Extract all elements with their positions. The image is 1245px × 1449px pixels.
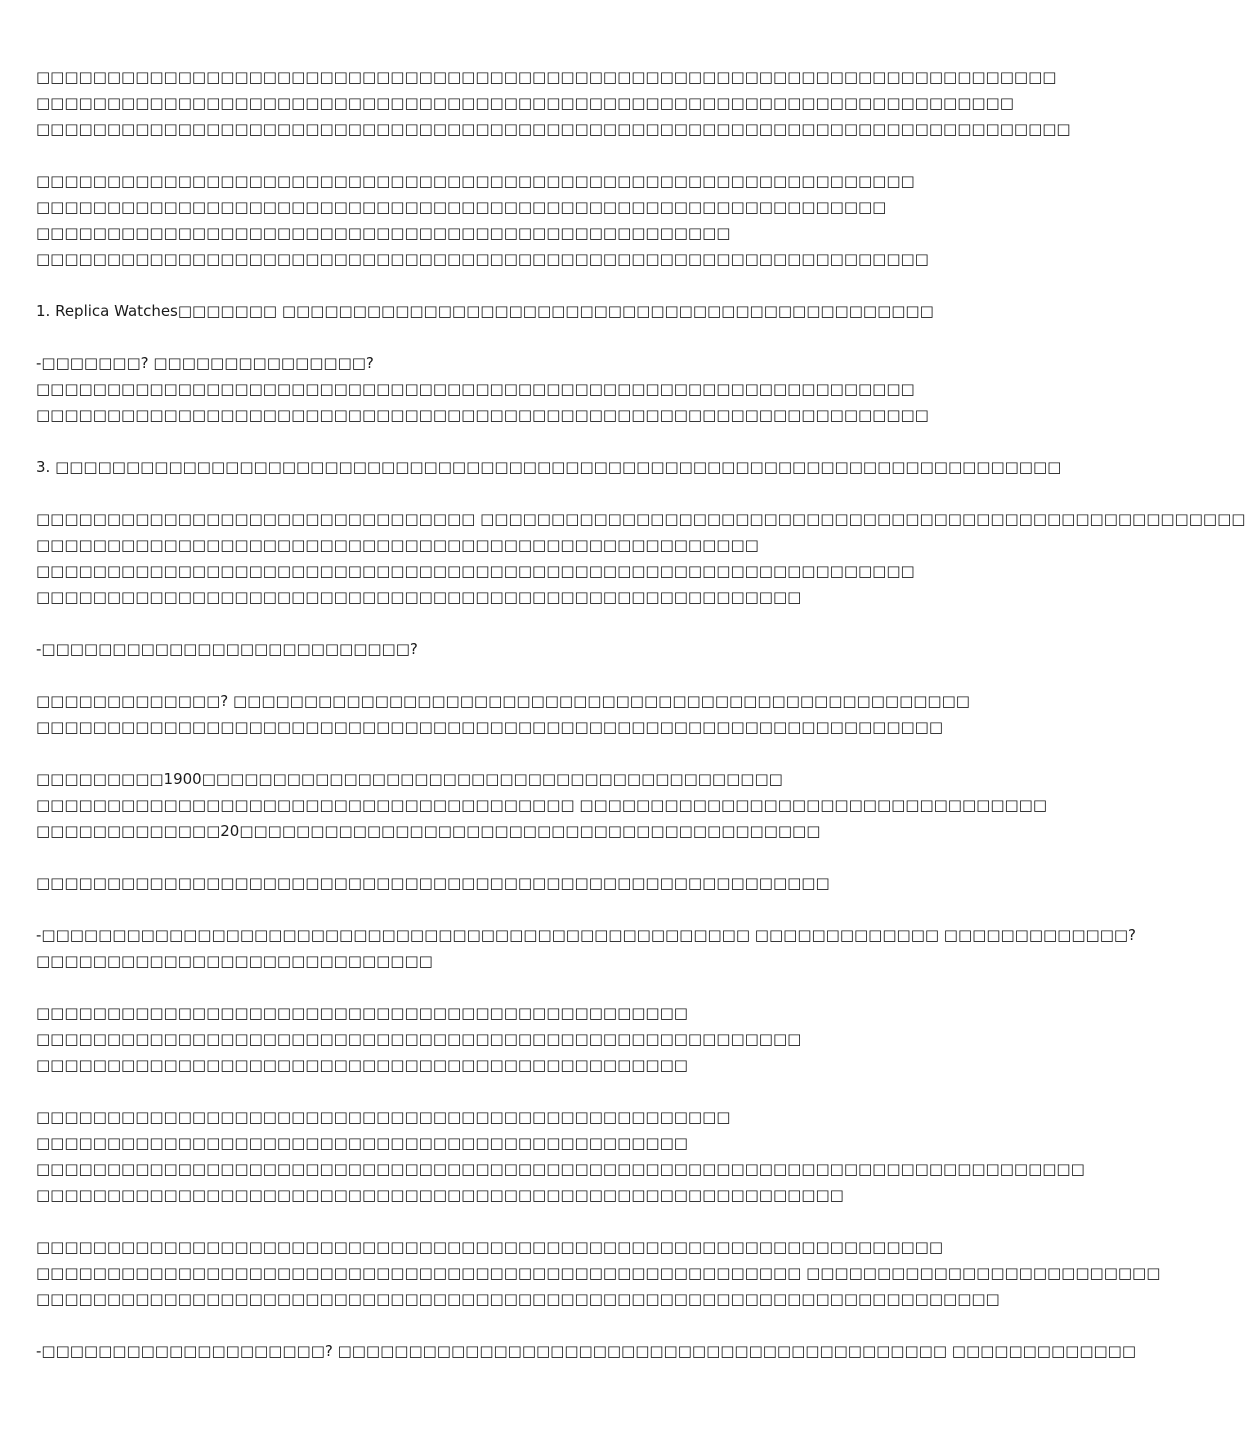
text-line: □□□□□□□□□□□□□□□□□□□□□□□□□□□□□□□□□□□□□□□□□□□□□□ <box>36 1134 688 1152</box>
text-line: □□□□□□□□□□□□□□□□□□□□□□□□□□□□□□□□□□□□□□ □□□□□□□□□□□□□□□□□□□□□□□□□□□□□□□□□ <box>36 796 1048 814</box>
text-line: □□□□□□□□□□□□□□□□□□□□□□□□□□□□□□□□□□□□□□□□□□□□□□□□□□□□□□□□□□□□□□□□□□□□□□□□ <box>36 68 1057 86</box>
text-line: -□□□□□□□□□□□□□□□□□□□□□□□□□□□□□□□□□□□□□□□□□□□□□□□□□□ □□□□□□□□□□□□□ □□□□□□□□□□□□□? <box>36 926 1137 944</box>
text-line: □□□□□□□□□□□□□□□□□□□□□□□□□□□□□□□□□□□□□□□□□□□□□□□□□□□ <box>36 536 759 554</box>
text-line: □□□□□□□□□□□□□□□□□□□□□□□□□□□□□□□□□□□□□□□□□□□□□□ <box>36 1004 688 1022</box>
text-line: 1. Replica Watches□□□□□□□ □□□□□□□□□□□□□□□□□□□□□□□□□□□□□□□□□□□□□□□□□□□□□□ <box>36 302 934 320</box>
text-line: □□□□□□□□□□□□□□□□□□□□□□□□□□□□□□□□□□□□□□□□□□□□□□□□□□□□□□□□□□□□□□□ <box>36 406 929 424</box>
text-line: □□□□□□□□□□□□□? □□□□□□□□□□□□□□□□□□□□□□□□□□□□□□□□□□□□□□□□□□□□□□□□□□□□ <box>36 692 970 710</box>
text-line: □□□□□□□□□□□□□□□□□□□□□□□□□□□□□□□□□□□□□□□□□□□□□□□□□□□□□□□□□□□□□□ <box>36 562 915 580</box>
text-line: □□□□□□□□□□□□□□□□□□□□□□□□□□□□□□□□□□□□□□□□□□□□□□□□□□□□□□□□□□□□□□□□□□□□□□□□□□ <box>36 1160 1085 1178</box>
text-line: □□□□□□□□□□□□□□□□□□□□□□□□□□□□□□□□□□□□□□□□□□□□□□□□□ <box>36 224 731 242</box>
text-line: □□□□□□□□□□□□□□□□□□□□□□□□□□□□□□□□□□□□□□□□□□□□□□□□□□□□□□□□□□□□□□□□ <box>36 718 944 736</box>
text-line: □□□□□□□□□□□□□20□□□□□□□□□□□□□□□□□□□□□□□□□□□□□□□□□□□□□□□□□ <box>36 822 821 840</box>
text-line: □□□□□□□□□□□□□□□□□□□□□□□□□□□□□□□ □□□□□□□□□□□□□□□□□□□□□□□□□□□□□□□□□□□□□□□□□□□□□□□□□□□□□□ <box>36 510 1245 528</box>
paragraph <box>36 64 1071 142</box>
paragraph <box>36 350 996 428</box>
paragraph <box>36 766 1048 844</box>
text-line: -□□□□□□□□□□□□□□□□□□□□□□□□□□? <box>36 640 418 658</box>
text-line: -□□□□□□□? □□□□□□□□□□□□□□□? <box>36 354 374 372</box>
paragraph <box>36 298 996 324</box>
text-line: □□□□□□□□□1900□□□□□□□□□□□□□□□□□□□□□□□□□□□□□□□□□□□□□□□□□ <box>36 770 783 788</box>
text-line: -□□□□□□□□□□□□□□□□□□□□? □□□□□□□□□□□□□□□□□□□□□□□□□□□□□□□□□□□□□□□□□□□ □□□□□□□□□□□□□ <box>36 1342 1137 1360</box>
text-line: 3. □□□□□□□□□□□□□□□□□□□□□□□□□□□□□□□□□□□□□□□□□□□□□□□□□□□□□□□□□□□□□□□□□□□□□□□ <box>36 458 1062 476</box>
text-line: □□□□□□□□□□□□□□□□□□□□□□□□□□□□□□□□□□□□□□□□□□□□□□□□□□□□□□ □□□□□□□□□□□□□□□□□□□□□□□□□ <box>36 1264 1161 1282</box>
text-line: □□□□□□□□□□□□□□□□□□□□□□□□□□□□□□□□□□□□□□□□□□□□□□□□□□□□□□□□□□□□□□ <box>36 380 915 398</box>
paragraph <box>36 1338 1137 1364</box>
text-line: □□□□□□□□□□□□□□□□□□□□□□□□□□□□ <box>36 952 433 970</box>
text-line: □□□□□□□□□□□□□□□□□□□□□□□□□□□□□□□□□□□□□□□□□□□□□□□□□□□□□□ <box>36 1030 802 1048</box>
text-line: □□□□□□□□□□□□□□□□□□□□□□□□□□□□□□□□□□□□□□□□□□□□□□□□□□□□□□□□□□□□□□ <box>36 172 915 190</box>
paragraph <box>36 636 996 662</box>
text-line: □□□□□□□□□□□□□□□□□□□□□□□□□□□□□□□□□□□□□□□□□□□□□□ <box>36 1056 688 1074</box>
text-line: □□□□□□□□□□□□□□□□□□□□□□□□□□□□□□□□□□□□□□□□□□□□□□□□□□□□□□□□□□□□□□□□ <box>36 1238 944 1256</box>
paragraph <box>36 1104 1085 1208</box>
document-page <box>36 64 1245 1390</box>
text-line: □□□□□□□□□□□□□□□□□□□□□□□□□□□□□□□□□□□□□□□□□□□□□□□□□□□□□□□□□□□□□□□ <box>36 250 929 268</box>
paragraph <box>36 1000 996 1078</box>
text-line: □□□□□□□□□□□□□□□□□□□□□□□□□□□□□□□□□□□□□□□□□□□□□□□□□□□□□□□□□□□□□□□□□□□□ <box>36 1290 1000 1308</box>
paragraph <box>36 168 996 272</box>
text-line: □□□□□□□□□□□□□□□□□□□□□□□□□□□□□□□□□□□□□□□□□□□□□□□□□□□□□□□□□ <box>36 1186 844 1204</box>
paragraph <box>36 1234 1161 1312</box>
paragraph <box>36 688 996 740</box>
text-line: □□□□□□□□□□□□□□□□□□□□□□□□□□□□□□□□□□□□□□□□□□□□□□□□□□□□□□□□ <box>36 874 830 892</box>
text-line: □□□□□□□□□□□□□□□□□□□□□□□□□□□□□□□□□□□□□□□□□□□□□□□□□□□□□□ <box>36 588 802 606</box>
text-line: □□□□□□□□□□□□□□□□□□□□□□□□□□□□□□□□□□□□□□□□□□□□□□□□□□□□□□□□□□□□□□□□□□□□□ <box>36 94 1014 112</box>
text-line: □□□□□□□□□□□□□□□□□□□□□□□□□□□□□□□□□□□□□□□□□□□□□□□□□□□□□□□□□□□□ <box>36 198 887 216</box>
text-line: □□□□□□□□□□□□□□□□□□□□□□□□□□□□□□□□□□□□□□□□□□□□□□□□□□□□□□□□□□□□□□□□□□□□□□□□□ <box>36 120 1071 138</box>
paragraph <box>36 506 1245 610</box>
paragraph <box>36 922 1137 974</box>
paragraph <box>36 870 996 896</box>
text-line: □□□□□□□□□□□□□□□□□□□□□□□□□□□□□□□□□□□□□□□□□□□□□□□□□ <box>36 1108 731 1126</box>
paragraph <box>36 454 1062 480</box>
